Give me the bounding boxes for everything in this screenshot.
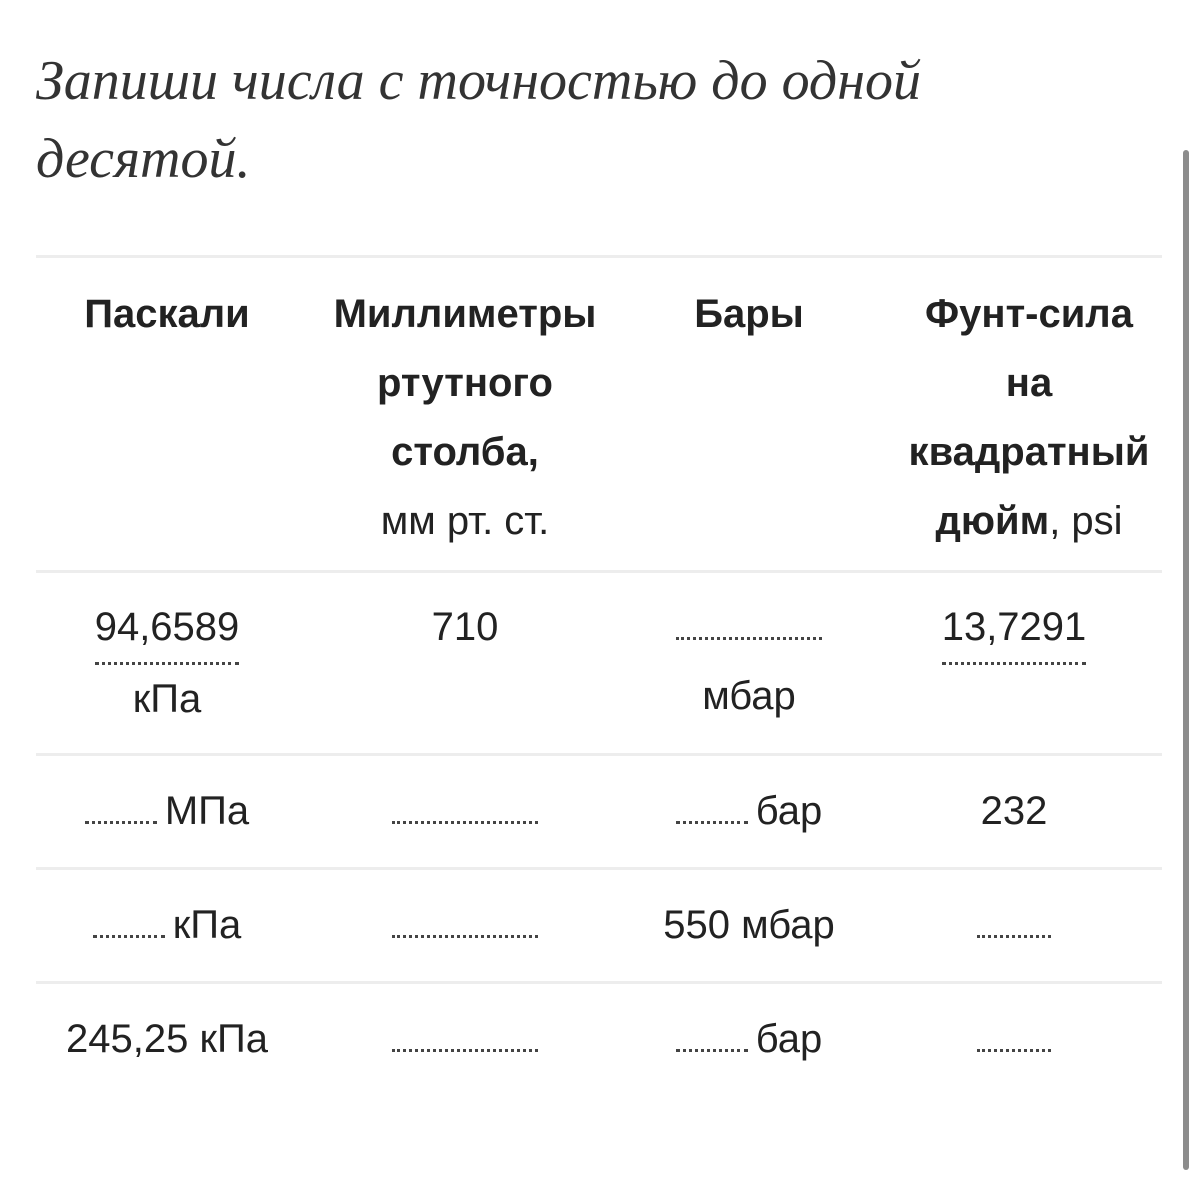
header-bar xyxy=(632,257,866,572)
bar-value: 550 мбар xyxy=(663,903,835,947)
pascal-value: 94,6589 xyxy=(95,593,240,665)
scrollbar[interactable] xyxy=(1183,150,1189,1170)
pressure-table xyxy=(36,255,1162,1095)
header-mmhg xyxy=(298,257,632,572)
cell-pascal xyxy=(36,572,298,755)
cell-bar xyxy=(632,572,866,755)
mmhg-blank[interactable] xyxy=(392,791,538,824)
header-row xyxy=(36,257,1162,572)
header-pascal xyxy=(36,257,298,572)
cell-mmhg xyxy=(298,869,632,983)
pascal-blank[interactable] xyxy=(93,905,165,938)
pascal-unit: кПа xyxy=(172,903,242,947)
psi-blank[interactable] xyxy=(977,905,1051,938)
bar-unit: бар xyxy=(755,1017,823,1061)
pascal-unit: кПа xyxy=(132,677,202,721)
header-psi-unit: , psi xyxy=(1049,499,1123,543)
cell-psi xyxy=(866,755,1162,869)
cell-psi xyxy=(866,572,1162,755)
cell-pascal xyxy=(36,755,298,869)
table-row xyxy=(36,755,1162,869)
header-mmhg-label: Миллиметры ртутного столба, xyxy=(333,292,597,474)
cell-mmhg xyxy=(298,983,632,1096)
header-pascal-label: Паскали xyxy=(84,292,250,336)
psi-blank[interactable] xyxy=(977,1019,1051,1052)
cell-mmhg xyxy=(298,755,632,869)
bar-blank[interactable] xyxy=(676,791,748,824)
pascal-unit: МПа xyxy=(164,789,250,833)
psi-value: 13,7291 xyxy=(942,593,1087,665)
header-mmhg-unit: мм рт. ст. xyxy=(380,499,550,543)
mmhg-blank[interactable] xyxy=(392,905,538,938)
cell-bar xyxy=(632,983,866,1096)
bar-unit: мбар xyxy=(702,674,796,718)
cell-bar xyxy=(632,755,866,869)
cell-psi xyxy=(866,869,1162,983)
cell-mmhg xyxy=(298,572,632,755)
bar-blank[interactable] xyxy=(676,607,822,640)
header-bar-label: Бары xyxy=(694,292,804,336)
cell-pascal xyxy=(36,869,298,983)
pascal-value: 245,25 кПа xyxy=(66,1017,268,1061)
task-text: Запиши числа с точностью до одной десятой. xyxy=(36,50,921,190)
header-psi-label: Фунт-сила на квадратный дюйм xyxy=(908,292,1150,543)
mmhg-blank[interactable] xyxy=(392,1019,538,1052)
bar-unit: бар xyxy=(755,789,823,833)
table-row xyxy=(36,869,1162,983)
table-row xyxy=(36,983,1162,1096)
pascal-blank[interactable] xyxy=(85,791,157,824)
header-psi xyxy=(866,257,1162,572)
cell-bar xyxy=(632,869,866,983)
mmhg-value: 710 xyxy=(431,605,499,649)
bar-blank[interactable] xyxy=(676,1019,748,1052)
psi-value: 232 xyxy=(980,789,1048,833)
cell-psi xyxy=(866,983,1162,1096)
cell-pascal xyxy=(36,983,298,1096)
table-row xyxy=(36,572,1162,755)
